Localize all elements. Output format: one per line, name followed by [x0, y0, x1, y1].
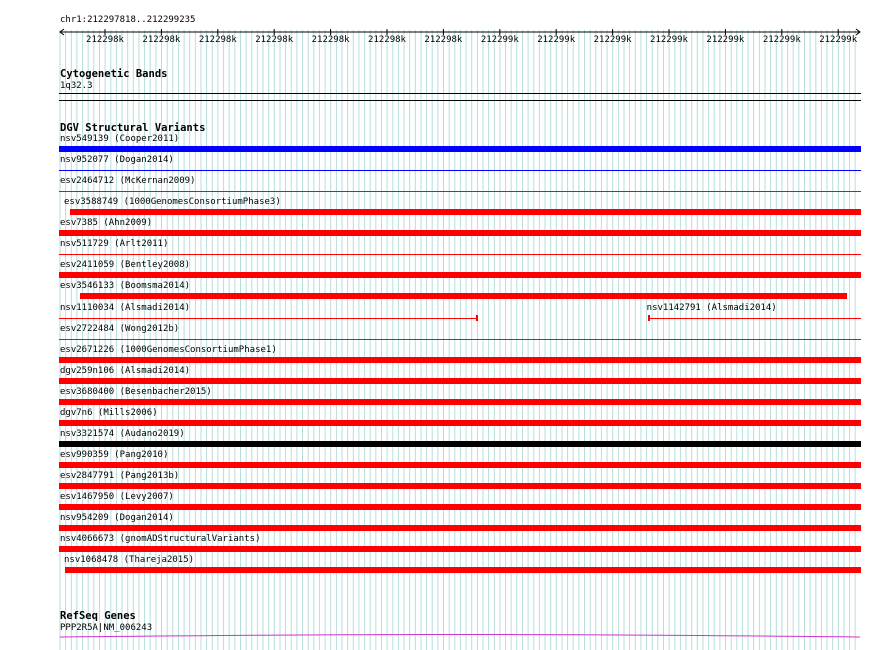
variant-label[interactable]: esv2847791 (Pang2013b) [60, 471, 180, 482]
refseq-gene-line[interactable] [0, 630, 890, 642]
variant-label[interactable]: nsv3321574 (Audano2019) [60, 428, 185, 439]
variant-bar[interactable] [59, 441, 861, 447]
variant-end-cap [476, 315, 478, 321]
variant-bar[interactable] [59, 254, 861, 255]
variant-label[interactable]: esv2464712 (McKernan2009) [60, 176, 196, 187]
coordinate-label: chr1:212297818..212299235 [60, 15, 196, 25]
variant-bar[interactable] [648, 318, 861, 319]
variant-label[interactable]: esv990359 (Pang2010) [60, 450, 169, 461]
variant-label[interactable]: nsv1142791 (Alsmadi2014) [646, 302, 777, 313]
cytoband-label: 1q32.3 [60, 81, 93, 91]
ruler-tick-label: 212299k [593, 35, 632, 45]
variant-label[interactable]: esv3588749 (1000GenomesConsortiumPhase3) [64, 197, 281, 208]
variant-bar[interactable] [59, 146, 861, 152]
ruler-tick-label: 212298k [142, 35, 181, 45]
variant-label[interactable]: nsv549139 (Cooper2011) [60, 134, 180, 144]
variant-label[interactable]: nsv1110034 (Alsmadi2014) [60, 302, 191, 313]
variant-bar[interactable] [59, 170, 861, 171]
ruler-tick-label: 212299k [650, 35, 688, 45]
cytoband-bar[interactable] [59, 93, 861, 94]
variant-label[interactable]: dgv7n6 (Mills2006) [60, 407, 158, 418]
variant-bar[interactable] [59, 272, 861, 278]
refseq-gene-label[interactable]: PPP2R5A|NM_006243 [60, 623, 153, 633]
cytoband-track-title: Cytogenetic Bands [60, 68, 168, 80]
variant-bar[interactable] [59, 357, 861, 363]
variant-label[interactable]: nsv952077 (Dogan2014) [60, 155, 174, 166]
variant-label[interactable]: nsv511729 (Arlt2011) [60, 239, 169, 250]
ruler-tick-label: 212298k [86, 35, 124, 45]
variant-bar[interactable] [59, 420, 861, 426]
dgv-track-title: DGV Structural Variants [60, 122, 206, 134]
variant-bar[interactable] [59, 504, 861, 510]
variant-bar[interactable] [70, 209, 861, 215]
variant-bar[interactable] [80, 293, 848, 299]
variant-bar[interactable] [59, 191, 861, 192]
variant-bar[interactable] [59, 546, 861, 552]
variant-label[interactable]: nsv1068478 (Thareja2015) [64, 555, 195, 566]
ruler-tick-label: 212298k [368, 35, 406, 45]
ruler-tick-label: 212299k [762, 35, 801, 45]
variant-label[interactable]: dgv259n106 (Alsmadi2014) [60, 365, 191, 376]
ruler-tick-label: 212298k [311, 35, 350, 45]
variant-label[interactable]: esv2722484 (Wong2012b) [60, 323, 180, 334]
variant-end-cap [648, 315, 650, 321]
variant-bar[interactable] [59, 378, 861, 384]
ruler-tick-label: 212298k [424, 35, 463, 45]
variant-label[interactable]: nsv4066673 (gnomADStructuralVariants) [60, 534, 261, 545]
variant-label[interactable]: esv1467950 (Levy2007) [60, 492, 174, 503]
variant-label[interactable]: esv2411059 (Bentley2008) [60, 260, 191, 271]
variant-bar[interactable] [59, 525, 861, 531]
variant-label[interactable]: esv7385 (Ahn2009) [60, 218, 153, 229]
refseq-track-title: RefSeq Genes [60, 610, 136, 622]
variant-bar[interactable] [59, 483, 861, 489]
track-separator [59, 100, 861, 101]
variant-bar[interactable] [59, 399, 861, 405]
ruler-tick-label: 212299k [537, 35, 576, 45]
variant-label[interactable]: esv3546133 (Boomsma2014) [60, 281, 191, 292]
ruler-tick-label: 212298k [198, 35, 237, 45]
variant-bar[interactable] [59, 339, 861, 340]
variant-label[interactable]: nsv954209 (Dogan2014) [60, 513, 174, 524]
variant-bar[interactable] [59, 462, 861, 468]
variant-label[interactable]: esv2671226 (1000GenomesConsortiumPhase1) [60, 344, 277, 355]
variant-label[interactable]: esv3680400 (Besenbacher2015) [60, 386, 212, 397]
ruler-tick-label: 212298k [255, 35, 294, 45]
ruler-tick-label: 212299k [819, 35, 858, 45]
ruler-tick-label: 212299k [480, 35, 519, 45]
ruler-tick-label: 212299k [706, 35, 745, 45]
variant-bar[interactable] [59, 318, 478, 319]
variant-bar[interactable] [65, 567, 861, 573]
variant-bar[interactable] [59, 230, 861, 236]
